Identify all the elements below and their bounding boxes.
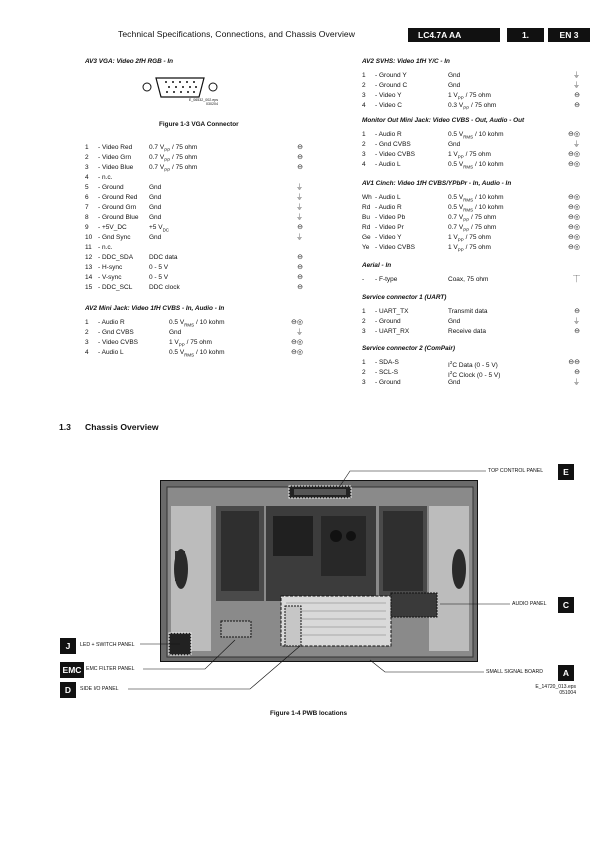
figure-file-ref	[470, 684, 576, 696]
pin-signal: 0.5 $V_{RMS} / 10$ kohm	[448, 131, 504, 140]
pin-name: - Gnd CVBS	[375, 141, 411, 148]
pin-direction-icon: ⏚	[573, 82, 580, 89]
pin-name: - UART_RX	[375, 328, 410, 335]
pin-signal: $I^2C$ Clock (0 - 5 V)	[448, 370, 501, 380]
section-title: Monitor Out Mini Jack: Video CVBS - Out, Audio - Out	[362, 117, 525, 124]
pin-signal: Gnd	[149, 234, 162, 241]
pin-number: 14	[85, 274, 93, 281]
pin-name: - Gnd Sync	[98, 234, 131, 241]
pin-signal: +5 $V_{DC}$	[149, 224, 170, 233]
pin-number: Wh	[362, 194, 372, 201]
pin-name: - Ground C	[375, 82, 408, 89]
section-number: 1.3	[59, 422, 71, 432]
pin-direction-icon: ⏚	[296, 234, 303, 241]
section-heading: Chassis Overview	[85, 422, 159, 432]
section-title: Aerial - In	[362, 262, 392, 269]
pin-name: - V-sync	[98, 274, 122, 281]
pin-signal: 0.7 $V_{PP} / 75$ ohm	[448, 214, 497, 223]
pin-number: 4	[362, 161, 366, 168]
pin-direction-icon: ⏚	[296, 214, 303, 221]
pin-number: 1	[362, 359, 366, 366]
pin-number: -	[362, 276, 365, 283]
pin-direction-icon: ⊖◎	[568, 194, 580, 201]
file-date: 051004	[559, 690, 576, 696]
pin-name: - Video Red	[98, 144, 133, 151]
pin-signal: 0.5 $V_{RMS} / 10$ kohm	[169, 319, 225, 328]
section-title: AV2 SVHS: Video 1fH Y/C - In	[362, 58, 450, 65]
pin-number: 13	[85, 264, 93, 271]
pin-name: - Video C	[375, 102, 402, 109]
pin-signal: 0.5 $V_{RMS} / 10$ kohm	[448, 204, 504, 213]
pin-direction-icon: ⊖◎	[291, 349, 303, 356]
pin-signal: Gnd	[169, 329, 182, 336]
label-emc-filter-panel: EMC FILTER PANEL	[86, 666, 135, 672]
pin-number: 11	[85, 244, 92, 251]
pin-signal: Gnd	[448, 379, 461, 386]
pin-direction-icon: ⊖⊖	[568, 359, 580, 366]
pin-number: 2	[85, 329, 89, 336]
pin-direction-icon: ⊖	[297, 224, 303, 231]
pin-name: - Video Y	[375, 92, 402, 99]
chapter-badge: 1.	[507, 28, 544, 42]
pin-name: - DDC_SDA	[98, 254, 134, 261]
section-title: Service connector 1 (UART)	[362, 294, 447, 301]
pin-direction-icon: ⊖◎	[568, 204, 580, 211]
pin-name: - Video Pb	[375, 214, 406, 221]
pin-number: 15	[85, 284, 93, 291]
section-title: AV1 Cinch: Video 1fH CVBS/YPbPr - In, Audio - In	[362, 180, 512, 187]
pin-name: - Ground Grn	[98, 204, 137, 211]
pin-direction-icon: ⊖	[574, 328, 580, 335]
label-top-control-panel: TOP CONTROL PANEL	[488, 468, 544, 474]
pin-direction-icon: ⊖◎	[291, 319, 303, 326]
pin-name: - DDC_SCL	[98, 284, 133, 291]
pin-signal: 1 $V_{PP} / 75$ ohm	[448, 92, 491, 101]
pin-direction-icon: ⊖◎	[568, 244, 580, 251]
pin-direction-icon: ⏉	[573, 276, 580, 283]
file-ref: E_14720_013.eps	[535, 684, 576, 690]
pin-direction-icon: ⊖	[297, 254, 303, 261]
pin-signal: $I^2C$ Data (0 - 5 V)	[448, 360, 498, 370]
pin-name: - Audio R	[98, 319, 125, 326]
pin-number: 12	[85, 254, 93, 261]
pin-direction-icon: ⊖◎	[568, 161, 580, 168]
badge-side-io-panel: D	[60, 682, 76, 698]
pin-signal: Gnd	[448, 141, 461, 148]
connector-file-ref: E_06532_002.eps 030204	[188, 98, 218, 106]
pin-number: 2	[85, 154, 89, 161]
pin-number: 3	[362, 151, 366, 158]
pin-direction-icon: ⏚	[573, 141, 580, 148]
pin-direction-icon: ⊖	[297, 274, 303, 281]
pin-direction-icon: ⏚	[296, 184, 303, 191]
pin-signal: 0.7 $V_{PP} / 75$ ohm	[149, 144, 198, 153]
pin-number: 1	[85, 144, 89, 151]
pin-number: Ge	[362, 234, 371, 241]
pin-name: - Video Y	[375, 234, 402, 241]
model-badge: LC4.7A AA	[408, 28, 500, 42]
pin-name: - Video Grn	[98, 154, 132, 161]
label-audio-panel: AUDIO PANEL	[512, 601, 547, 607]
pin-direction-icon: ⊖◎	[568, 151, 580, 158]
pin-signal: Gnd	[448, 72, 461, 79]
pin-signal: 0.5 $V_{RMS} / 10$ kohm	[448, 194, 504, 203]
pin-direction-icon: ⊖	[574, 369, 580, 376]
pin-name: - Video Pr	[375, 224, 404, 231]
badge-led-switch-panel: J	[60, 638, 76, 654]
pin-name: - Audio L	[98, 349, 124, 356]
pin-signal: 0.3 $V_{PP} / 75$ ohm	[448, 102, 497, 111]
pin-number: 2	[362, 141, 366, 148]
pin-direction-icon: ⏚	[296, 194, 303, 201]
label-led-switch-panel: LED + SWITCH PANEL	[80, 642, 135, 648]
section-title: Service connector 2 (ComPair)	[362, 345, 456, 352]
pin-number: 2	[362, 369, 366, 376]
pin-name: - SCL-S	[375, 369, 399, 376]
pin-signal: 1 $V_{PP} / 75$ ohm	[169, 339, 212, 348]
pin-signal: 1 $V_{PP} / 75$ ohm	[448, 234, 491, 243]
pin-number: 4	[85, 174, 89, 181]
pin-number: 5	[85, 184, 89, 191]
pin-number: 8	[85, 214, 89, 221]
pin-signal: 0.7 $V_{PP} / 75$ ohm	[149, 154, 198, 163]
pin-number: 1	[85, 319, 89, 326]
pin-number: 1	[362, 131, 366, 138]
pin-number: 1	[362, 72, 366, 79]
section-title: AV2 Mini Jack: Video 1fH CVBS - In, Audio - In	[85, 305, 225, 312]
pin-signal: 0.5 $V_{RMS} / 10$ kohm	[169, 349, 225, 358]
pin-direction-icon: ⊖◎	[568, 224, 580, 231]
pin-direction-icon: ⊖◎	[568, 214, 580, 221]
pin-signal: 0 - 5 V	[149, 274, 169, 281]
pin-direction-icon: ⊖	[297, 154, 303, 161]
pin-number: 2	[362, 82, 366, 89]
pin-signal: 1 $V_{PP} / 75$ ohm	[448, 151, 491, 160]
badge-emc-filter-panel: EMC	[60, 662, 84, 678]
badge-audio-panel: C	[558, 597, 574, 613]
pin-name: - Audio L	[375, 161, 401, 168]
pin-direction-icon: ⊖	[574, 92, 580, 99]
pin-direction-icon: ⊖	[574, 308, 580, 315]
pin-signal: Gnd	[448, 318, 461, 325]
pin-number: 9	[85, 224, 89, 231]
pin-name: - Audio R	[375, 204, 402, 211]
pin-signal: 0.5 $V_{RMS} / 10$ kohm	[448, 161, 504, 170]
pin-signal: DDC data	[149, 254, 178, 261]
pin-number: 7	[85, 204, 89, 211]
figure-caption-vga: Figure 1-3 VGA Connector	[159, 121, 239, 128]
pin-name: - n.c.	[98, 174, 113, 181]
pin-name: - Audio R	[375, 131, 402, 138]
pin-number: 3	[85, 164, 89, 171]
header-title: Technical Specifications, Connections, and Chassis Overview	[118, 29, 356, 39]
pin-name: - H-sync	[98, 264, 123, 271]
pin-signal: Gnd	[149, 204, 162, 211]
pin-number: Bu	[362, 214, 370, 221]
pin-name: - Audio L	[375, 194, 401, 201]
pin-name: - Ground Y	[375, 72, 407, 79]
pin-number: 3	[362, 379, 366, 386]
pin-number: 3	[85, 339, 89, 346]
pin-name: - Ground Blue	[98, 214, 139, 221]
figure-caption-pwb: Figure 1-4 PWB locations	[270, 710, 348, 717]
pin-name: - Ground	[375, 318, 401, 325]
pin-name: - Gnd CVBS	[98, 329, 134, 336]
pin-signal: Receive data	[448, 328, 486, 335]
badge-small-signal-board: A	[558, 665, 574, 681]
label-small-signal-board: SMALL SIGNAL BOARD	[486, 669, 543, 675]
pin-signal: Gnd	[149, 214, 162, 221]
label-side-io-panel: SIDE I/O PANEL	[80, 686, 119, 692]
pin-signal: Gnd	[448, 82, 461, 89]
pin-signal: Gnd	[149, 184, 162, 191]
pin-direction-icon: ⊖	[574, 102, 580, 109]
pin-name: - F-type	[375, 276, 398, 283]
pin-direction-icon: ⊖◎	[568, 234, 580, 241]
pin-signal: Gnd	[149, 194, 162, 201]
pin-name: - Ground	[98, 184, 124, 191]
pin-direction-icon: ⊖	[297, 284, 303, 291]
pin-name: - +5V_DC	[98, 224, 127, 231]
pin-name: - n.c.	[98, 244, 113, 251]
pin-name: - Video CVBS	[375, 244, 415, 251]
pin-signal: 0 - 5 V	[149, 264, 169, 271]
pin-name: - Video CVBS	[98, 339, 138, 346]
pin-direction-icon: ⊖	[297, 164, 303, 171]
pin-direction-icon: ⏚	[296, 329, 303, 336]
badge-top-control-panel: E	[558, 464, 574, 480]
pin-signal: Transmit data	[448, 308, 488, 315]
pin-number: 1	[362, 308, 366, 315]
section-title: AV3 VGA: Video 2fH RGB - In	[85, 58, 174, 65]
pin-number: Ye	[362, 244, 370, 251]
pin-name: - Video Blue	[98, 164, 134, 171]
pin-direction-icon: ⊖	[297, 264, 303, 271]
pin-signal: 0.7 $V_{PP} / 75$ ohm	[448, 224, 497, 233]
pin-direction-icon: ⏚	[573, 72, 580, 79]
pin-number: 6	[85, 194, 89, 201]
pin-number: Rd	[362, 204, 371, 211]
pin-name: - UART_TX	[375, 308, 409, 315]
page-number-badge: EN 3	[548, 28, 590, 42]
pin-number: 3	[362, 328, 366, 335]
pin-direction-icon: ⊖	[297, 144, 303, 151]
pin-direction-icon: ⏚	[573, 318, 580, 325]
pin-number: Rd	[362, 224, 371, 231]
pin-number: 4	[362, 102, 366, 109]
pin-signal: Coax, 75 ohm	[448, 276, 489, 283]
pin-number: 3	[362, 92, 366, 99]
pin-direction-icon: ⊖◎	[568, 131, 580, 138]
pin-name: - Ground Red	[98, 194, 138, 201]
pin-signal: 0.7 $V_{PP} / 75$ ohm	[149, 164, 198, 173]
pin-direction-icon: ⊖◎	[291, 339, 303, 346]
pin-signal: 1 $V_{PP} / 75$ ohm	[448, 244, 491, 253]
pin-direction-icon: ⏚	[573, 379, 580, 386]
pin-name: - Video CVBS	[375, 151, 415, 158]
pin-number: 2	[362, 318, 366, 325]
pin-direction-icon: ⏚	[296, 204, 303, 211]
pin-signal: DDC clock	[149, 284, 180, 291]
pin-name: - SDA-S	[375, 359, 399, 366]
pin-number: 10	[85, 234, 93, 241]
pin-number: 4	[85, 349, 89, 356]
pin-name: - Ground	[375, 379, 401, 386]
